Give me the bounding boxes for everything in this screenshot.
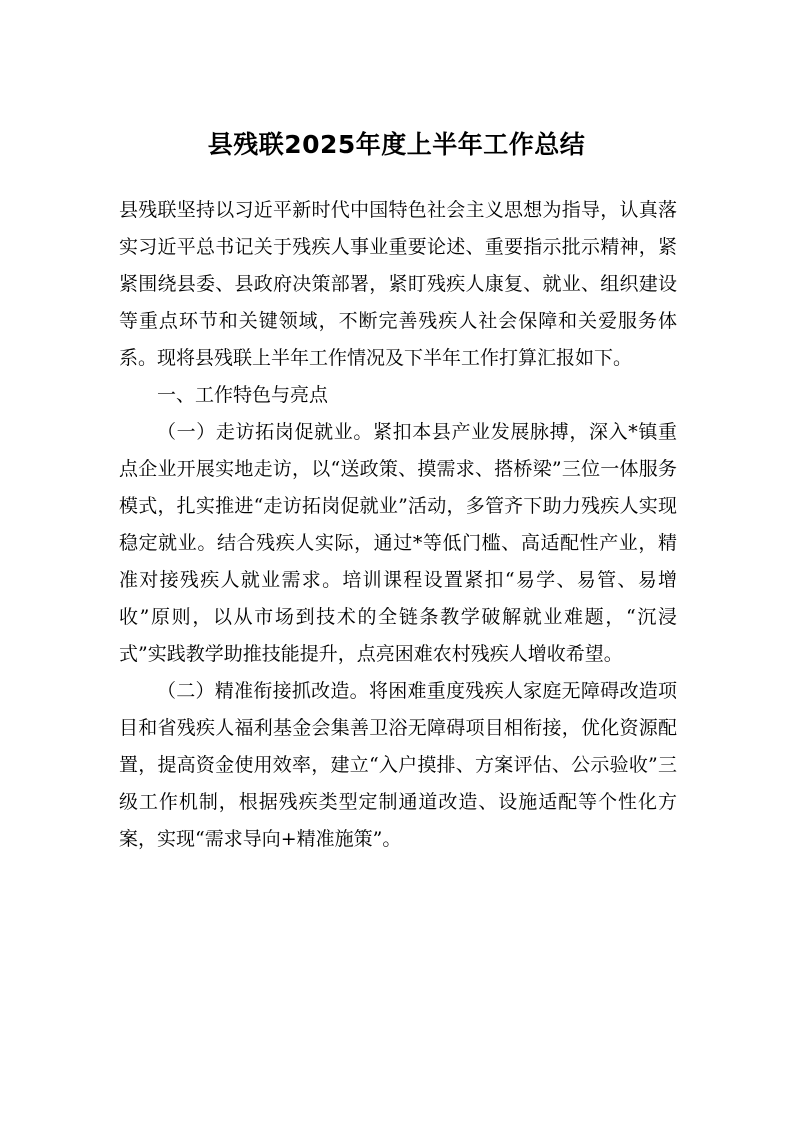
- paragraph-employment: （一）走访拓岗促就业。紧扣本县产业发展脉搏，深入*镇重点企业开展实地走访，以“送政策、摸需求、搭桥梁”三位一体服务模式，扎实推进“走访拓岗促就业”活动，多管齐下助力残疾人实现稳定就业。结合残疾人实际，通过*等低门槛、高适配性产业，精准对接残疾人就业需求。培训课程设置紧扣“易学、易管、易增收”原则，以从市场到技术的全链条教学破解就业难题，“沉浸式”实践教学助推技能提升，点亮困难农村残疾人增收希望。: [119, 421, 677, 665]
- document-body: [119, 192, 677, 858]
- paragraph-intro: 县残联坚持以习近平新时代中国特色社会主义思想为指导，认真落实习近平总书记关于残疾人事业重要论述、重要指示批示精神，紧紧围绕县委、县政府决策部署，紧盯残疾人康复、就业、组织建设等重点环节和关键领域，不断完善残疾人社会保障和关爱服务体系。现将县残联上半年工作情况及下半年工作打算汇报如下。: [119, 199, 677, 369]
- paragraph-renovation: （二）精准衔接抓改造。将困难重度残疾人家庭无障碍改造项目和省残疾人福利基金会集善卫浴无障碍项目相衔接，优化资源配置，提高资金使用效率，建立“入户摸排、方案评估、公示验收”三级工作机制，根据残疾类型定制通道改造、设施适配等个性化方案，实现“需求导向+精准施策”。: [119, 680, 677, 850]
- section-heading-1: 一、工作特色与亮点: [157, 384, 329, 406]
- document-title: 县残联2025年度上半年工作总结: [207, 130, 586, 159]
